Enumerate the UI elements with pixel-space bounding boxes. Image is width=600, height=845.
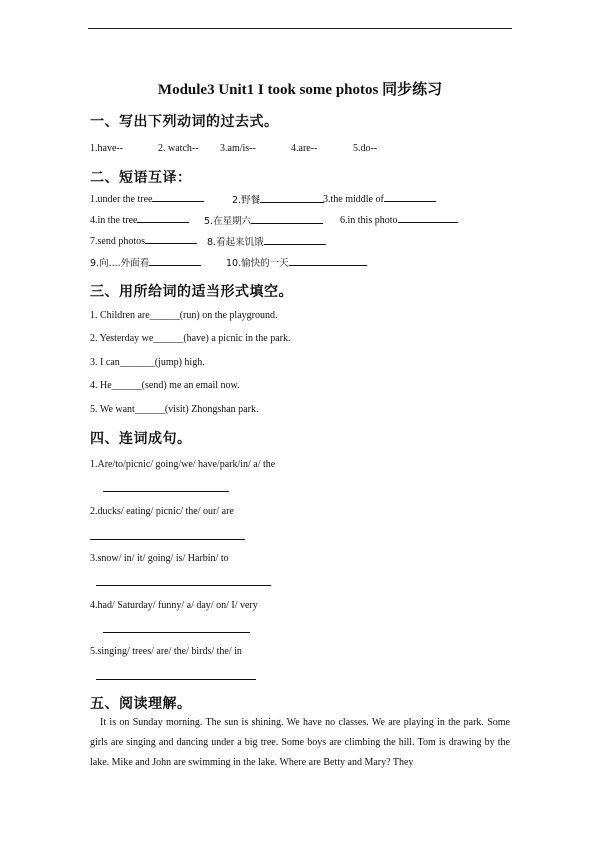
fill-pre: 4. He [90, 380, 112, 391]
phrase-row-2b [204, 213, 323, 227]
verb-item: 1.have-- [90, 143, 124, 154]
phrase-item: 10.愉快的一天 [226, 258, 289, 269]
sentence-item: 4.had/ Saturday/ funny/ a/ day/ on/ I/ very [90, 600, 258, 611]
fill-post: (visit) Zhongshan park. [164, 404, 259, 415]
answer-blank[interactable] [260, 193, 324, 203]
fill-blank[interactable]: _______ [119, 357, 155, 368]
fill-blank[interactable]: ______ [153, 333, 184, 344]
sentence-item: 2.ducks/ eating/ picnic/ the/ our/ are [90, 506, 234, 517]
answer-line[interactable] [103, 632, 250, 633]
phrase-row-3 [90, 234, 197, 247]
phrase-item: 3.the middle of [323, 194, 384, 205]
top-rule [88, 28, 512, 29]
section5-heading: 五、阅读理解。 [90, 696, 192, 712]
phrase-row-2c [340, 213, 458, 226]
fill-pre: 3. I can [90, 357, 120, 368]
phrase-row-4 [90, 255, 201, 269]
verb-item: 3.am/is-- [220, 143, 256, 154]
answer-blank[interactable] [384, 192, 436, 202]
phrase-row-4b [226, 255, 367, 269]
phrase-item: 9.向....外面看 [90, 258, 150, 269]
section4-heading: 四、连词成句。 [90, 431, 192, 447]
fill-post: (run) on the playground. [179, 310, 278, 321]
answer-blank[interactable] [152, 192, 204, 202]
section1-items [90, 143, 377, 154]
answer-blank[interactable] [264, 235, 326, 245]
page-title: Module3 Unit1 I took some photos 同步练习 [157, 82, 443, 98]
answer-blank[interactable] [251, 214, 323, 224]
phrase-item: 2.野餐 [232, 195, 261, 206]
phrase-row-1c [323, 192, 436, 205]
phrase-row-1 [90, 192, 204, 205]
fill-item-5 [90, 404, 258, 415]
phrase-item: 4.in the tree [90, 215, 138, 226]
phrase-item: 5.在星期六 [204, 216, 252, 227]
phrase-item: 6.in this photo [340, 215, 398, 226]
fill-post: (have) a picnic in the park. [183, 333, 291, 344]
sentence-item: 1.Are/to/picnic/ going/we/ have/park/in/ a/ the [90, 459, 276, 470]
section2-heading: 二、短语互译： [90, 170, 192, 186]
fill-blank[interactable]: ______ [111, 380, 142, 391]
sentence-item: 5.singing/ trees/ are/ the/ birds/ the/ in [90, 646, 242, 657]
answer-line[interactable] [96, 679, 256, 680]
phrase-row-3b [207, 234, 326, 248]
section1-heading: 一、写出下列动词的过去式。 [90, 114, 279, 130]
fill-item-1 [90, 310, 277, 321]
fill-item-2 [90, 333, 291, 344]
sentence-item: 3.snow/ in/ it/ going/ is/ Harbin/ to [90, 553, 229, 564]
fill-blank[interactable]: ______ [134, 404, 165, 415]
verb-item: 5.do-- [353, 143, 378, 154]
verb-item: 4.are-- [291, 143, 318, 154]
phrase-row-2 [90, 213, 189, 226]
phrase-row-1b [232, 192, 324, 206]
phrase-item: 1.under the tree [90, 194, 153, 205]
fill-blank[interactable]: ______ [149, 310, 180, 321]
fill-pre: 5. We want [90, 404, 135, 415]
fill-pre: 1. Children are [90, 310, 150, 321]
answer-blank[interactable] [145, 234, 197, 244]
phrase-item: 7.send photos [90, 236, 145, 247]
verb-item: 2. watch-- [158, 143, 199, 154]
answer-line[interactable] [90, 539, 245, 540]
fill-pre: 2. Yesterday we [90, 333, 154, 344]
answer-blank[interactable] [289, 256, 367, 266]
answer-blank[interactable] [137, 213, 189, 223]
section3-heading: 三、用所给词的适当形式填空。 [90, 284, 293, 300]
answer-line[interactable] [103, 491, 229, 492]
reading-passage: It is on Sunday morning. The sun is shining. We have no classes. We are playing in the park. Some girls are singing and dancing under a big tree. Some boys are climbing the hill. Tom is drawing by the lake. Mike and John are swimming in the lake. Where are Betty and Mary? They [90, 717, 510, 768]
phrase-item: 8.看起来饥饿 [207, 237, 264, 248]
answer-line[interactable] [96, 585, 271, 586]
fill-post: (send) me an email now. [141, 380, 240, 391]
fill-item-3 [90, 357, 205, 368]
answer-blank[interactable] [149, 256, 201, 266]
fill-item-4 [90, 380, 240, 391]
fill-post: (jump) high. [154, 357, 205, 368]
answer-blank[interactable] [398, 213, 458, 223]
